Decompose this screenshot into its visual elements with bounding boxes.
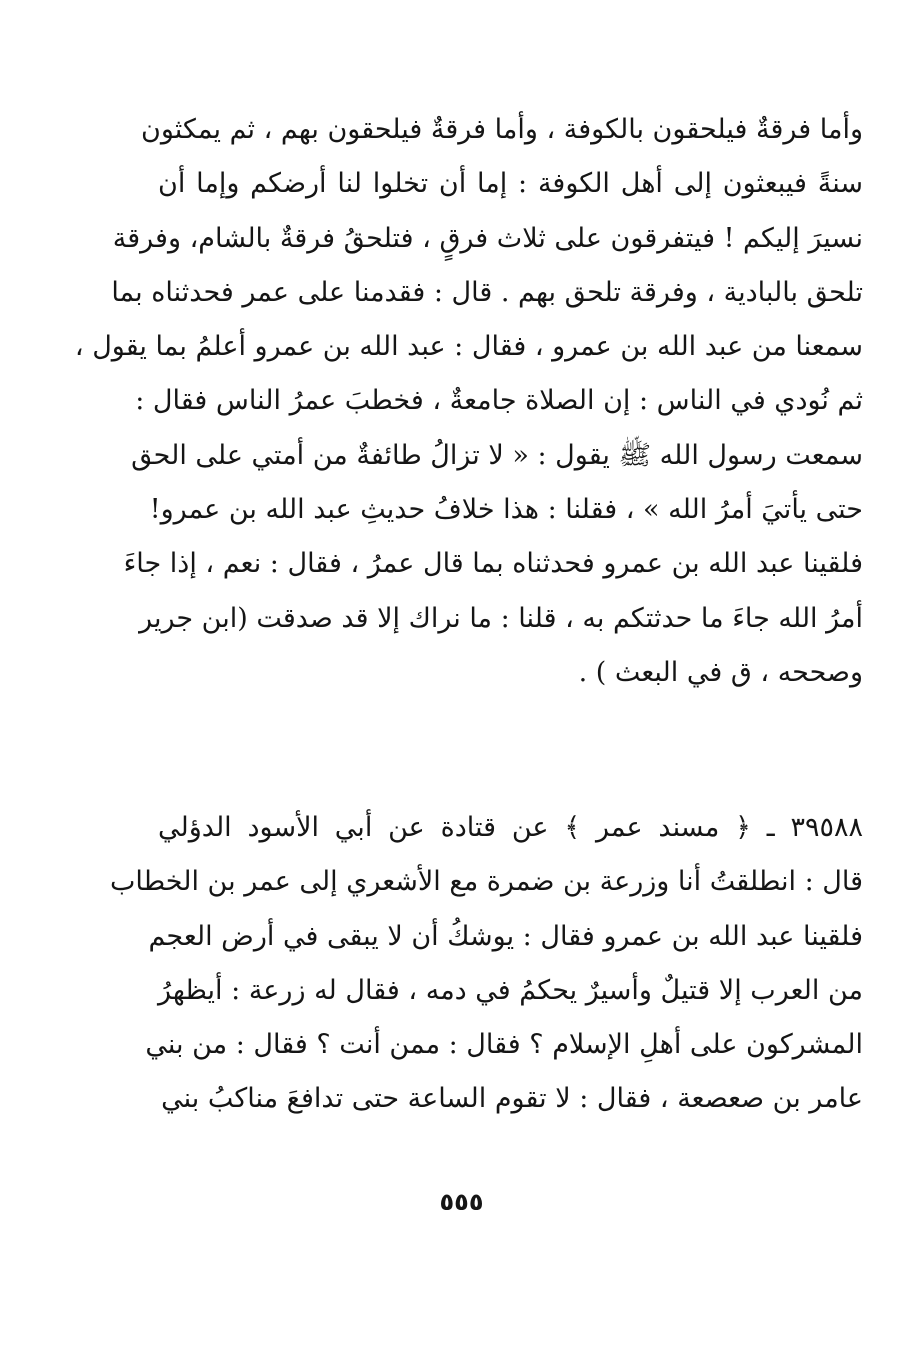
text-line: سمعنا من عبد الله بن عمرو ، فقال : عبد الله بن عمرو أعلمُ بما يقول ، bbox=[74, 331, 863, 363]
text-line: من العرب إلا قتيلٌ وأسيرٌ يحكمُ في دمه ، فقال له زرعة : أيظهرُ bbox=[158, 974, 863, 1006]
page-number: ٥٥٥ bbox=[439, 1188, 484, 1216]
text-line: عامر بن صعصعة ، فقال : لا تقوم الساعة حتى تدافعَ مناكبُ بني bbox=[161, 1083, 863, 1115]
text-line: فلقينا عبد الله بن عمرو فحدثناه بما قال عمرُ ، فقال : نعم ، إذا جاءَ bbox=[123, 548, 863, 580]
text-line: تلحق بالبادية ، وفرقة تلحق بهم . قال : فقدمنا على عمر فحدثناه بما bbox=[111, 276, 863, 308]
text-line: قال : انطلقتُ أنا وزرعة بن ضمرة مع الأشعري إلى عمر بن الخطاب bbox=[110, 866, 863, 898]
text-line: المشركون على أهلِ الإسلام ؟ فقال : ممن أنت ؟ فقال : من بني bbox=[145, 1029, 863, 1061]
paragraph-2 bbox=[110, 801, 863, 1127]
paragraph-1 bbox=[74, 103, 863, 700]
text-line: أمرُ الله جاءَ ما حدثتكم به ، قلنا : ما نراك إلا قد صدقت (ابن جرير bbox=[139, 602, 863, 634]
text-line: حتى يأتيَ أمرُ الله » ، فقلنا : هذا خلافُ حديثِ عبد الله بن عمرو! bbox=[149, 494, 863, 526]
text-line: ثم نُودي في الناس : إن الصلاة جامعةٌ ، فخطبَ عمرُ الناس فقال : bbox=[135, 385, 863, 417]
text-line: وأما فرقةٌ فيلحقون بالكوفة ، وأما فرقةٌ فيلحقون بهم ، ثم يمكثون bbox=[141, 114, 863, 145]
text-line: سمعت رسول الله ﷺ يقول : « لا تزالُ طائفةٌ من أمتي على الحق bbox=[131, 439, 863, 471]
text-line: نسيرَ إليكم ! فيتفرقون على ثلاث فرقٍ ، فتلحقُ فرقةٌ بالشام، وفرقة bbox=[112, 222, 863, 254]
text-line: وصححه ، ق في البعث ) . bbox=[578, 656, 863, 688]
text-line: سنةً فيبعثون إلى أهل الكوفة : إما أن تخلوا لنا أرضكم وإما أن bbox=[158, 168, 863, 200]
text-line: فلقينا عبد الله بن عمرو فقال : يوشكُ أن لا يبقى في أرض العجم bbox=[148, 920, 863, 952]
text-line: ٣٩٥٨٨ ـ ﴿ مسند عمر ﴾ عن قتادة عن أبي الأسود الدؤلي bbox=[158, 812, 863, 843]
